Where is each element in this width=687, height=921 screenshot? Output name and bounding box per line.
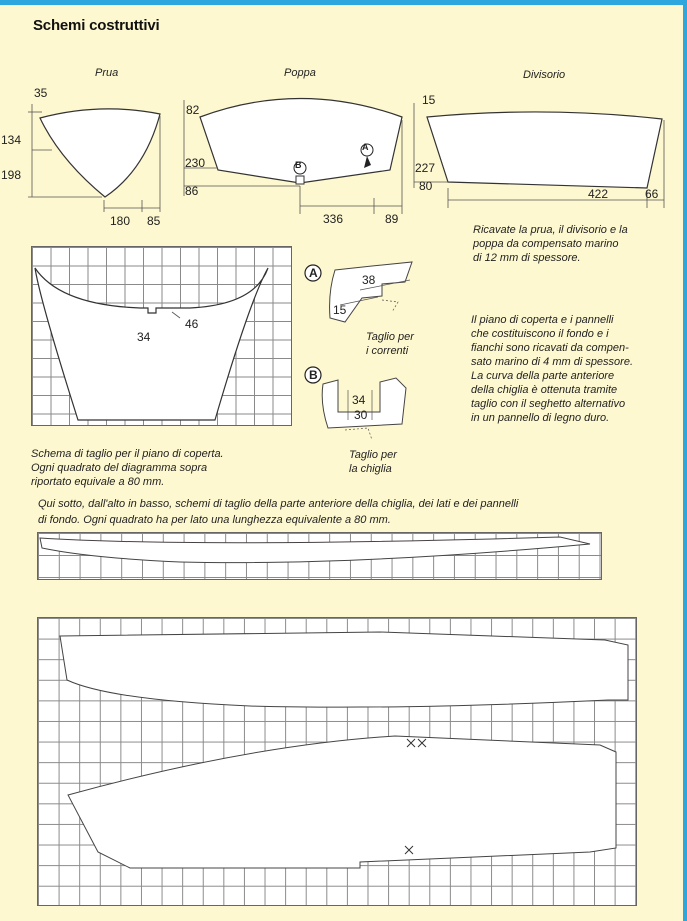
caption-taglio-chiglia: Taglio per la chiglia [349, 449, 397, 475]
dim-a-15: 15 [333, 303, 347, 317]
dim-35: 35 [34, 86, 48, 100]
dim-15: 15 [422, 93, 436, 107]
detail-a-label: A [309, 266, 318, 280]
dim-66: 66 [645, 187, 659, 201]
caption-taglio-correnti: Taglio per i correnti [366, 331, 414, 357]
marker-b-label: B [295, 160, 302, 170]
dim-86: 86 [185, 184, 199, 198]
dim-a-38: 38 [362, 273, 376, 287]
paragraph-compensato-12mm: Ricavate la prua, il divisorio e la poppa da compensato marino di 12 mm di spessore. [473, 224, 628, 264]
dim-deck-46: 46 [185, 317, 199, 331]
dim-198: 198 [1, 168, 22, 182]
page-title: Schemi costruttivi [33, 17, 160, 34]
side-panel-shape [60, 632, 628, 707]
paragraph-compensato-4mm: Il piano di coperta e i pannelli che costituiscono il fondo e i fianchi sono ricavati da compen- sato marino di 4 mm di spessore. La curva della parte anteriore della chiglia è ottenuta tramite taglio con il seghetto alternativo in un pannello di legno duro. [471, 314, 634, 424]
view-label-prua: Prua [95, 67, 119, 79]
view-label-divisorio: Divisorio [523, 69, 566, 81]
dim-80: 80 [419, 179, 433, 193]
view-label-poppa: Poppa [284, 67, 316, 79]
dim-336: 336 [323, 212, 344, 226]
bottom-panel-shape [68, 736, 616, 868]
dim-180: 180 [110, 214, 131, 228]
dim-deck-34: 34 [137, 330, 151, 344]
detail-b-label: B [309, 368, 318, 382]
dim-227: 227 [415, 161, 436, 175]
dim-134: 134 [1, 133, 22, 147]
marker-a-label: A [362, 142, 369, 152]
dim-422: 422 [588, 187, 609, 201]
dim-b-34: 34 [352, 393, 366, 407]
dim-b-30: 30 [354, 408, 368, 422]
dim-85: 85 [147, 214, 161, 228]
caption-schema-coperta: Schema di taglio per il piano di coperta. Ogni quadrato del diagramma sopra riportato equivale a 80 mm. [31, 448, 224, 488]
dim-230: 230 [185, 156, 206, 170]
caption-qui-sotto: Qui sotto, dall'alto in basso, schemi di taglio della parte anteriore della chiglia, dei lati e dei pannelli di fondo. Ogni quadrato ha per lato una lunghezza equivalente a 80 mm. [38, 498, 519, 526]
dim-89: 89 [385, 212, 399, 226]
dim-82: 82 [186, 103, 200, 117]
